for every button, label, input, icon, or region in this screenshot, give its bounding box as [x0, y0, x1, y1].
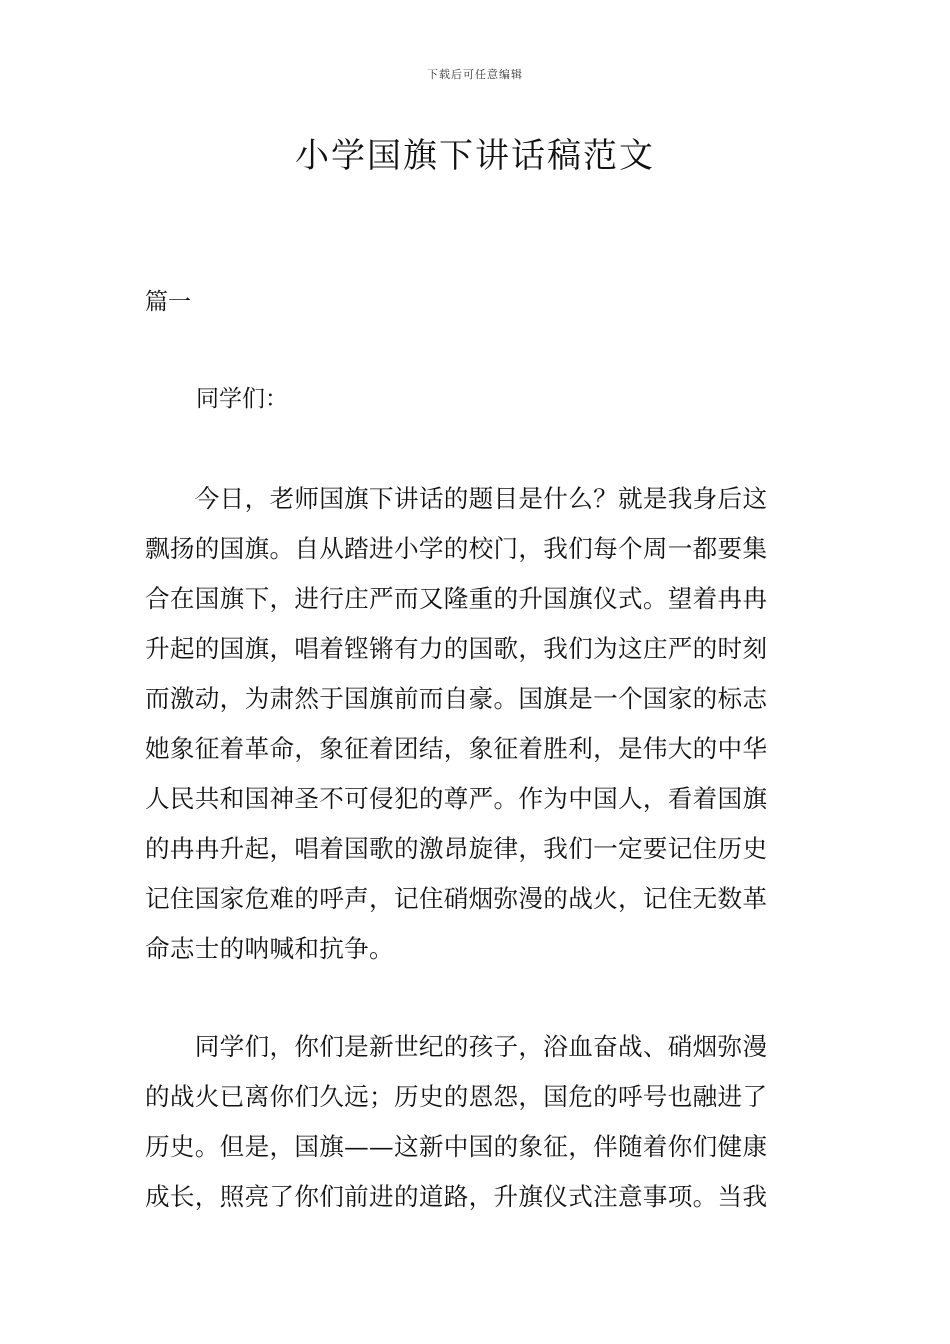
paragraph-line: 她象征着革命，象征着团结，象征着胜利，是伟大的中华 [145, 734, 768, 763]
paragraph-line: 同学们，你们是新世纪的孩子，浴血奋战、硝烟弥漫 [145, 1032, 768, 1061]
paragraph-line: 升起的国旗，唱着铿锵有力的国歌，我们为这庄严的时刻 [145, 634, 768, 663]
document-title: 小学国旗下讲话稿范文 [295, 136, 655, 176]
paragraph-line: 的战火已离你们久远；历史的恩怨，国危的呼号也融进了 [145, 1082, 768, 1111]
paragraph-line: 成长，照亮了你们前进的道路，升旗仪式注意事项。当我 [145, 1182, 768, 1211]
paragraph-line: 合在国旗下，进行庄严而又隆重的升国旗仪式。望着冉冉 [145, 584, 768, 613]
paragraph-2 [145, 1022, 805, 1222]
paragraph-line: 记住国家危难的呼声，记住硝烟弥漫的战火，记住无数革 [145, 884, 768, 913]
paragraph-line: 的冉冉升起，唱着国歌的激昂旋律，我们一定要记住历史 [145, 834, 768, 863]
paragraph-line: 命志士的呐喊和抗争。 [145, 934, 394, 963]
greeting: 同学们： [196, 386, 288, 412]
paragraph-line: 而激动，为肃然于国旗前而自豪。国旗是一个国家的标志 [145, 684, 768, 713]
section-label: 篇一 [145, 289, 191, 315]
paragraph-line: 历史。但是，国旗——这新中国的象征，伴随着你们健康 [145, 1132, 768, 1161]
paragraph-1 [145, 474, 805, 974]
paragraph-line: 今日，老师国旗下讲话的题目是什么？就是我身后这 [145, 484, 768, 513]
paragraph-line: 人民共和国神圣不可侵犯的尊严。作为中国人，看着国旗 [145, 784, 768, 813]
paragraph-line: 飘扬的国旗。自从踏进小学的校门，我们每个周一都要集 [145, 534, 768, 563]
header-note: 下载后可任意编辑 [427, 68, 523, 81]
